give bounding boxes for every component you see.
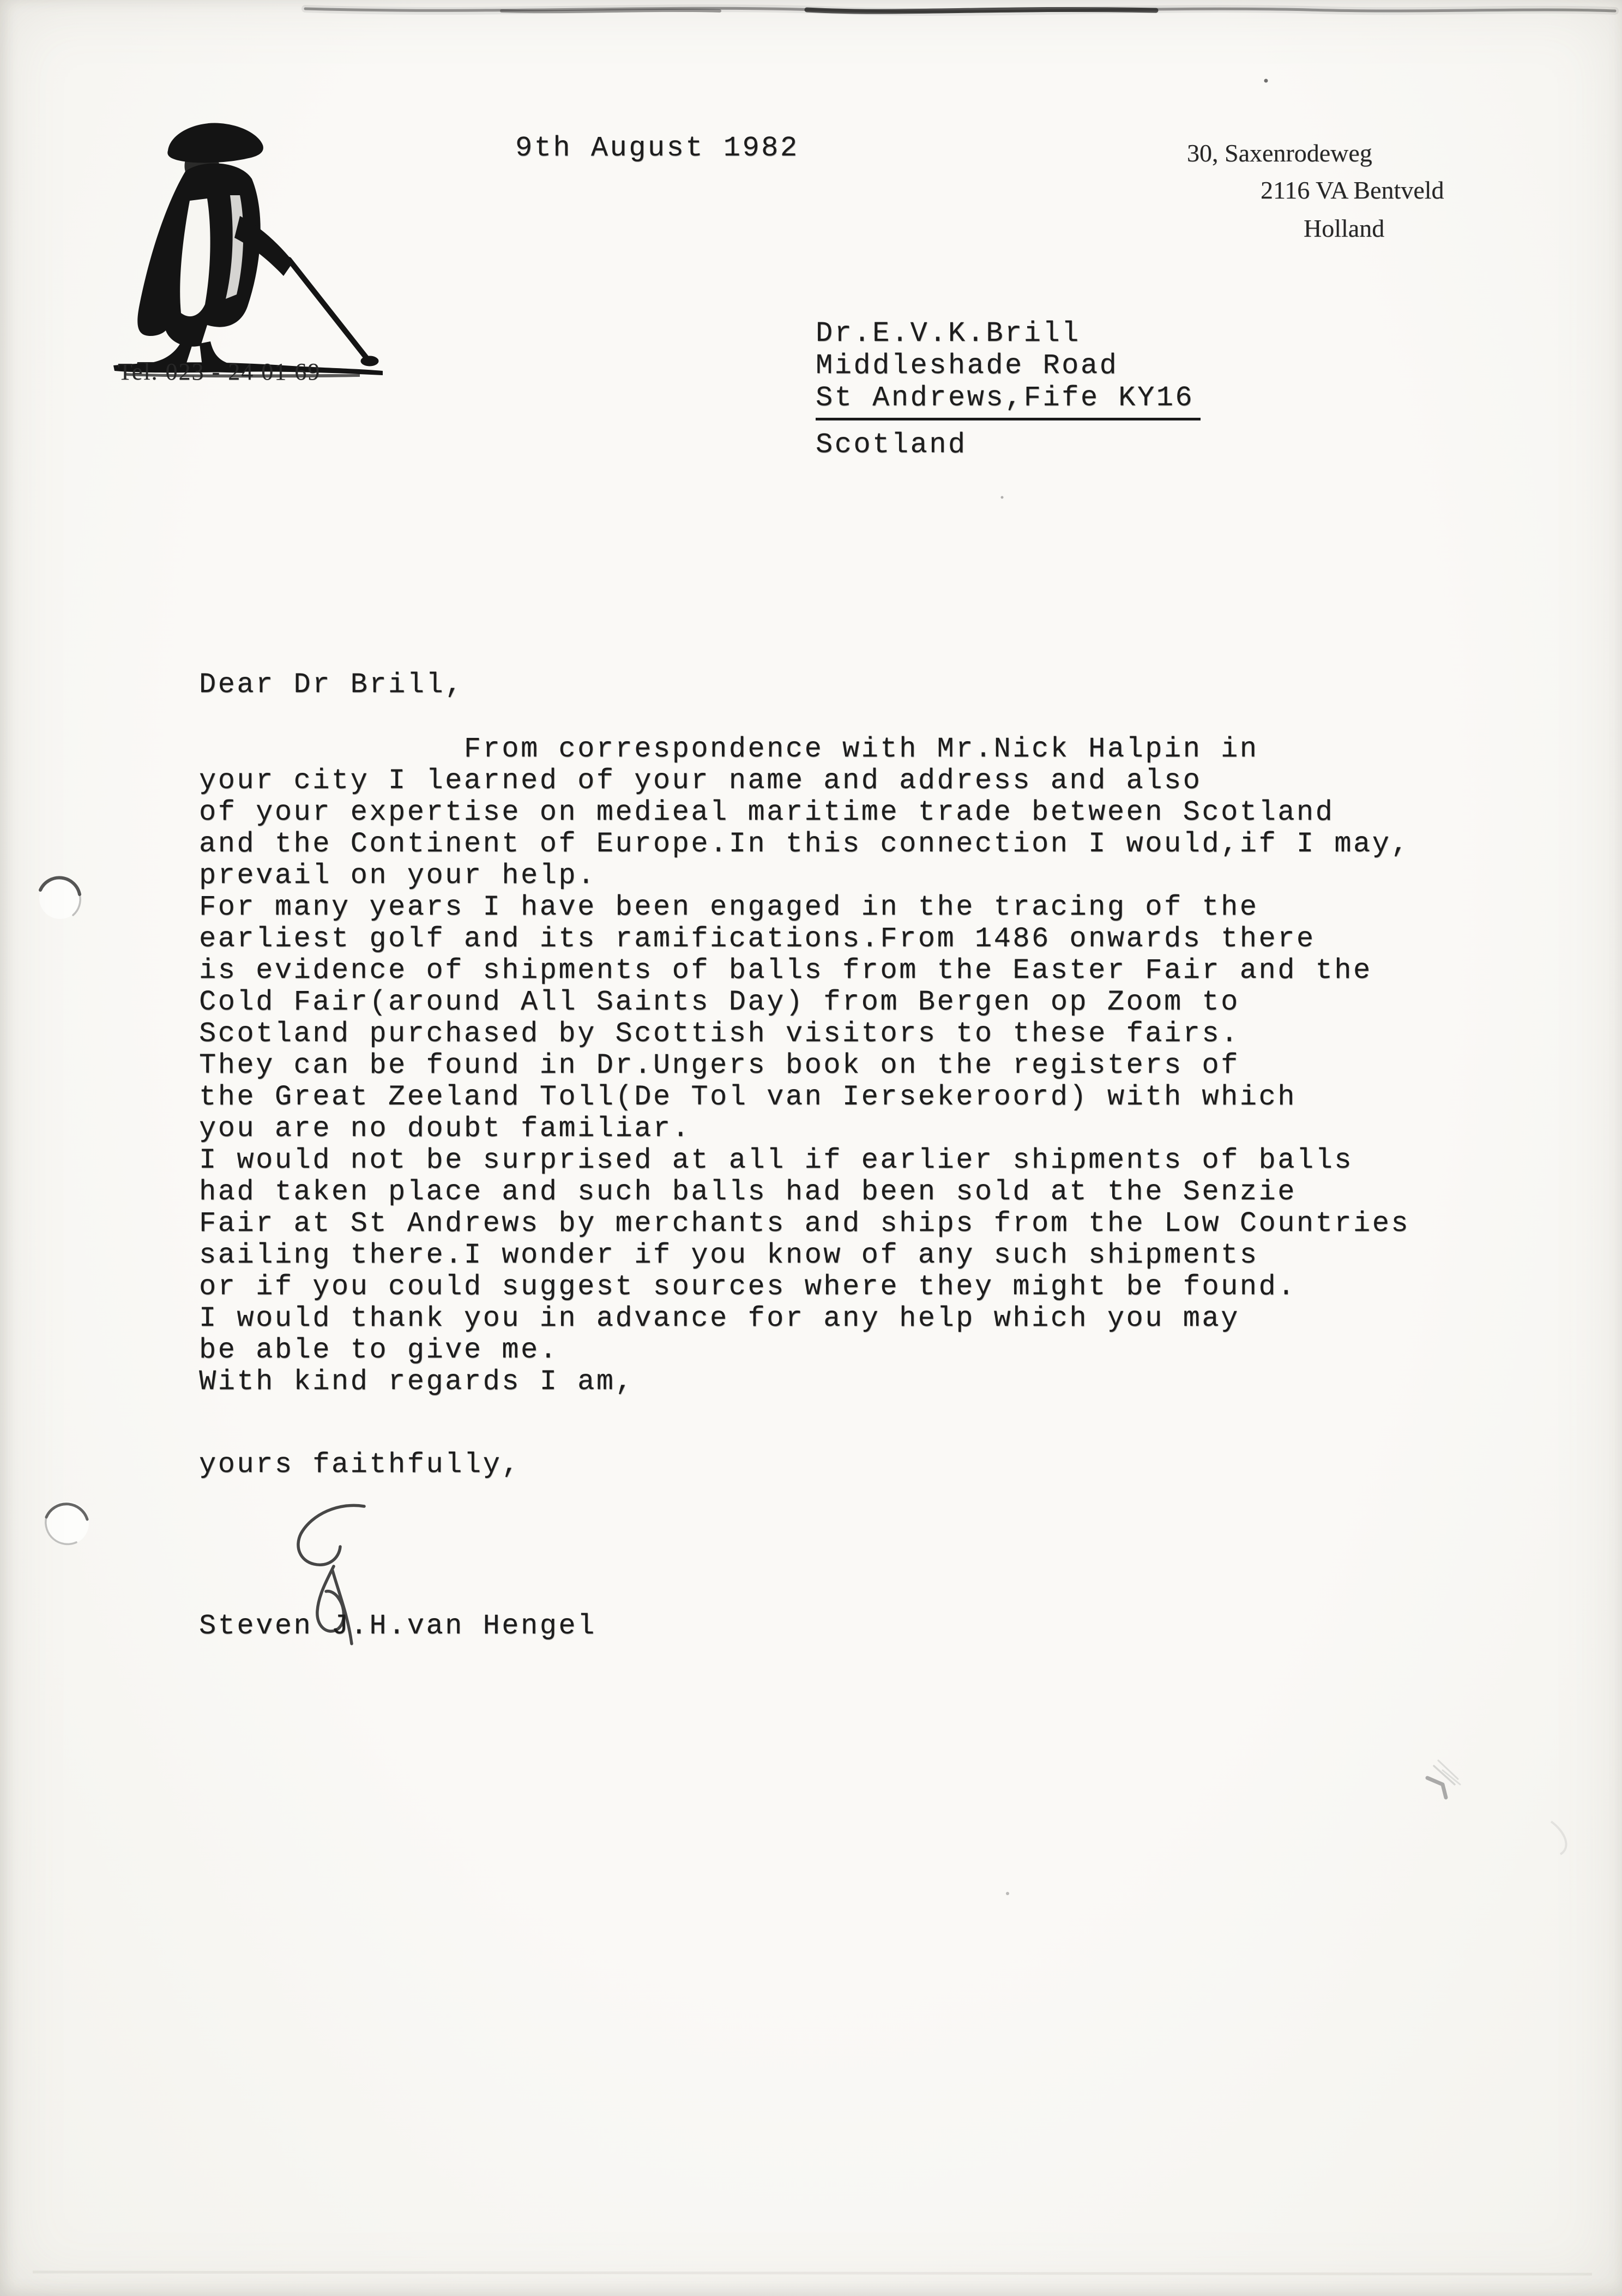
hole-punch [39,877,81,919]
body-line: Fair at St Andrews by merchants and ships from the Low Countries [199,1207,1410,1240]
body-line: sailing there.I wonder if you know of any such shipments [199,1239,1259,1271]
body-line: the Great Zeeland Toll(De Tol van Iersekeroord) with which [199,1081,1297,1113]
body-line: They can be found in Dr.Ungers book on the registers of [199,1049,1240,1081]
letterhead-address-line: 2116 VA Bentveld [1261,176,1444,204]
body-line: prevail on your help. [199,860,596,892]
scan-speck [1264,79,1268,83]
body-line: be able to give me. [199,1334,559,1366]
body-line: With kind regards I am, [199,1366,635,1398]
recipient-street: Middleshade Road [816,350,1119,382]
body-line: of your expertise on medieal maritime trade between Scotland [199,796,1335,828]
letterhead-telephone: Tel. 023 - 24 01 69 [118,358,321,385]
pencil-mark [1427,1760,1460,1798]
bottom-edge-scan-line [33,2272,1592,2274]
body-line: I would thank you in advance for any help which you may [199,1302,1240,1335]
body-line: Cold Fair(around All Saints Day) from Bergen op Zoom to [199,986,1240,1018]
letterhead-address-line: 30, Saxenrodeweg [1187,139,1372,167]
letterhead-address-line: Holland [1304,214,1385,242]
body-line: Scotland purchased by Scottish visitors to these fairs. [199,1018,1240,1050]
signature-name: Steven J.H.van Hengel [199,1610,596,1642]
recipient-city: St Andrews,Fife KY16 [816,382,1201,420]
scan-speck [1006,1892,1009,1895]
recipient-country: Scotland [816,429,967,461]
closing: yours faithfully, [199,1448,521,1481]
body-line: had taken place and such balls had been sold at the Senzie [199,1176,1297,1208]
body-line: For many years I have been engaged in the tracing of the [199,891,1259,923]
salutation: Dear Dr Brill, [199,669,464,701]
body-line: is evidence of shipments of balls from the Easter Fair and the [199,954,1372,987]
body-line: your city I learned of your name and address and also [199,765,1202,797]
body-line: or if you could suggest sources where they might be found. [199,1271,1297,1303]
body-line: From correspondence with Mr.Nick Halpin in [199,733,1259,765]
top-edge-scan-line [305,8,1615,12]
body-line: you are no doubt familiar. [199,1113,691,1145]
body-line: earliest golf and its ramifications.From 1486 onwards there [199,923,1316,955]
paper-crease-mark [1551,1822,1566,1854]
recipient-name: Dr.E.V.K.Brill [816,317,1081,350]
body-line: and the Continent of Europe.In this connection I would,if I may, [199,828,1410,860]
hole-punch [45,1501,89,1545]
date-line: 9th August 1982 [515,132,799,164]
scan-speck [1001,496,1004,499]
body-line: I would not be surprised at all if earlier shipments of balls [199,1144,1354,1176]
